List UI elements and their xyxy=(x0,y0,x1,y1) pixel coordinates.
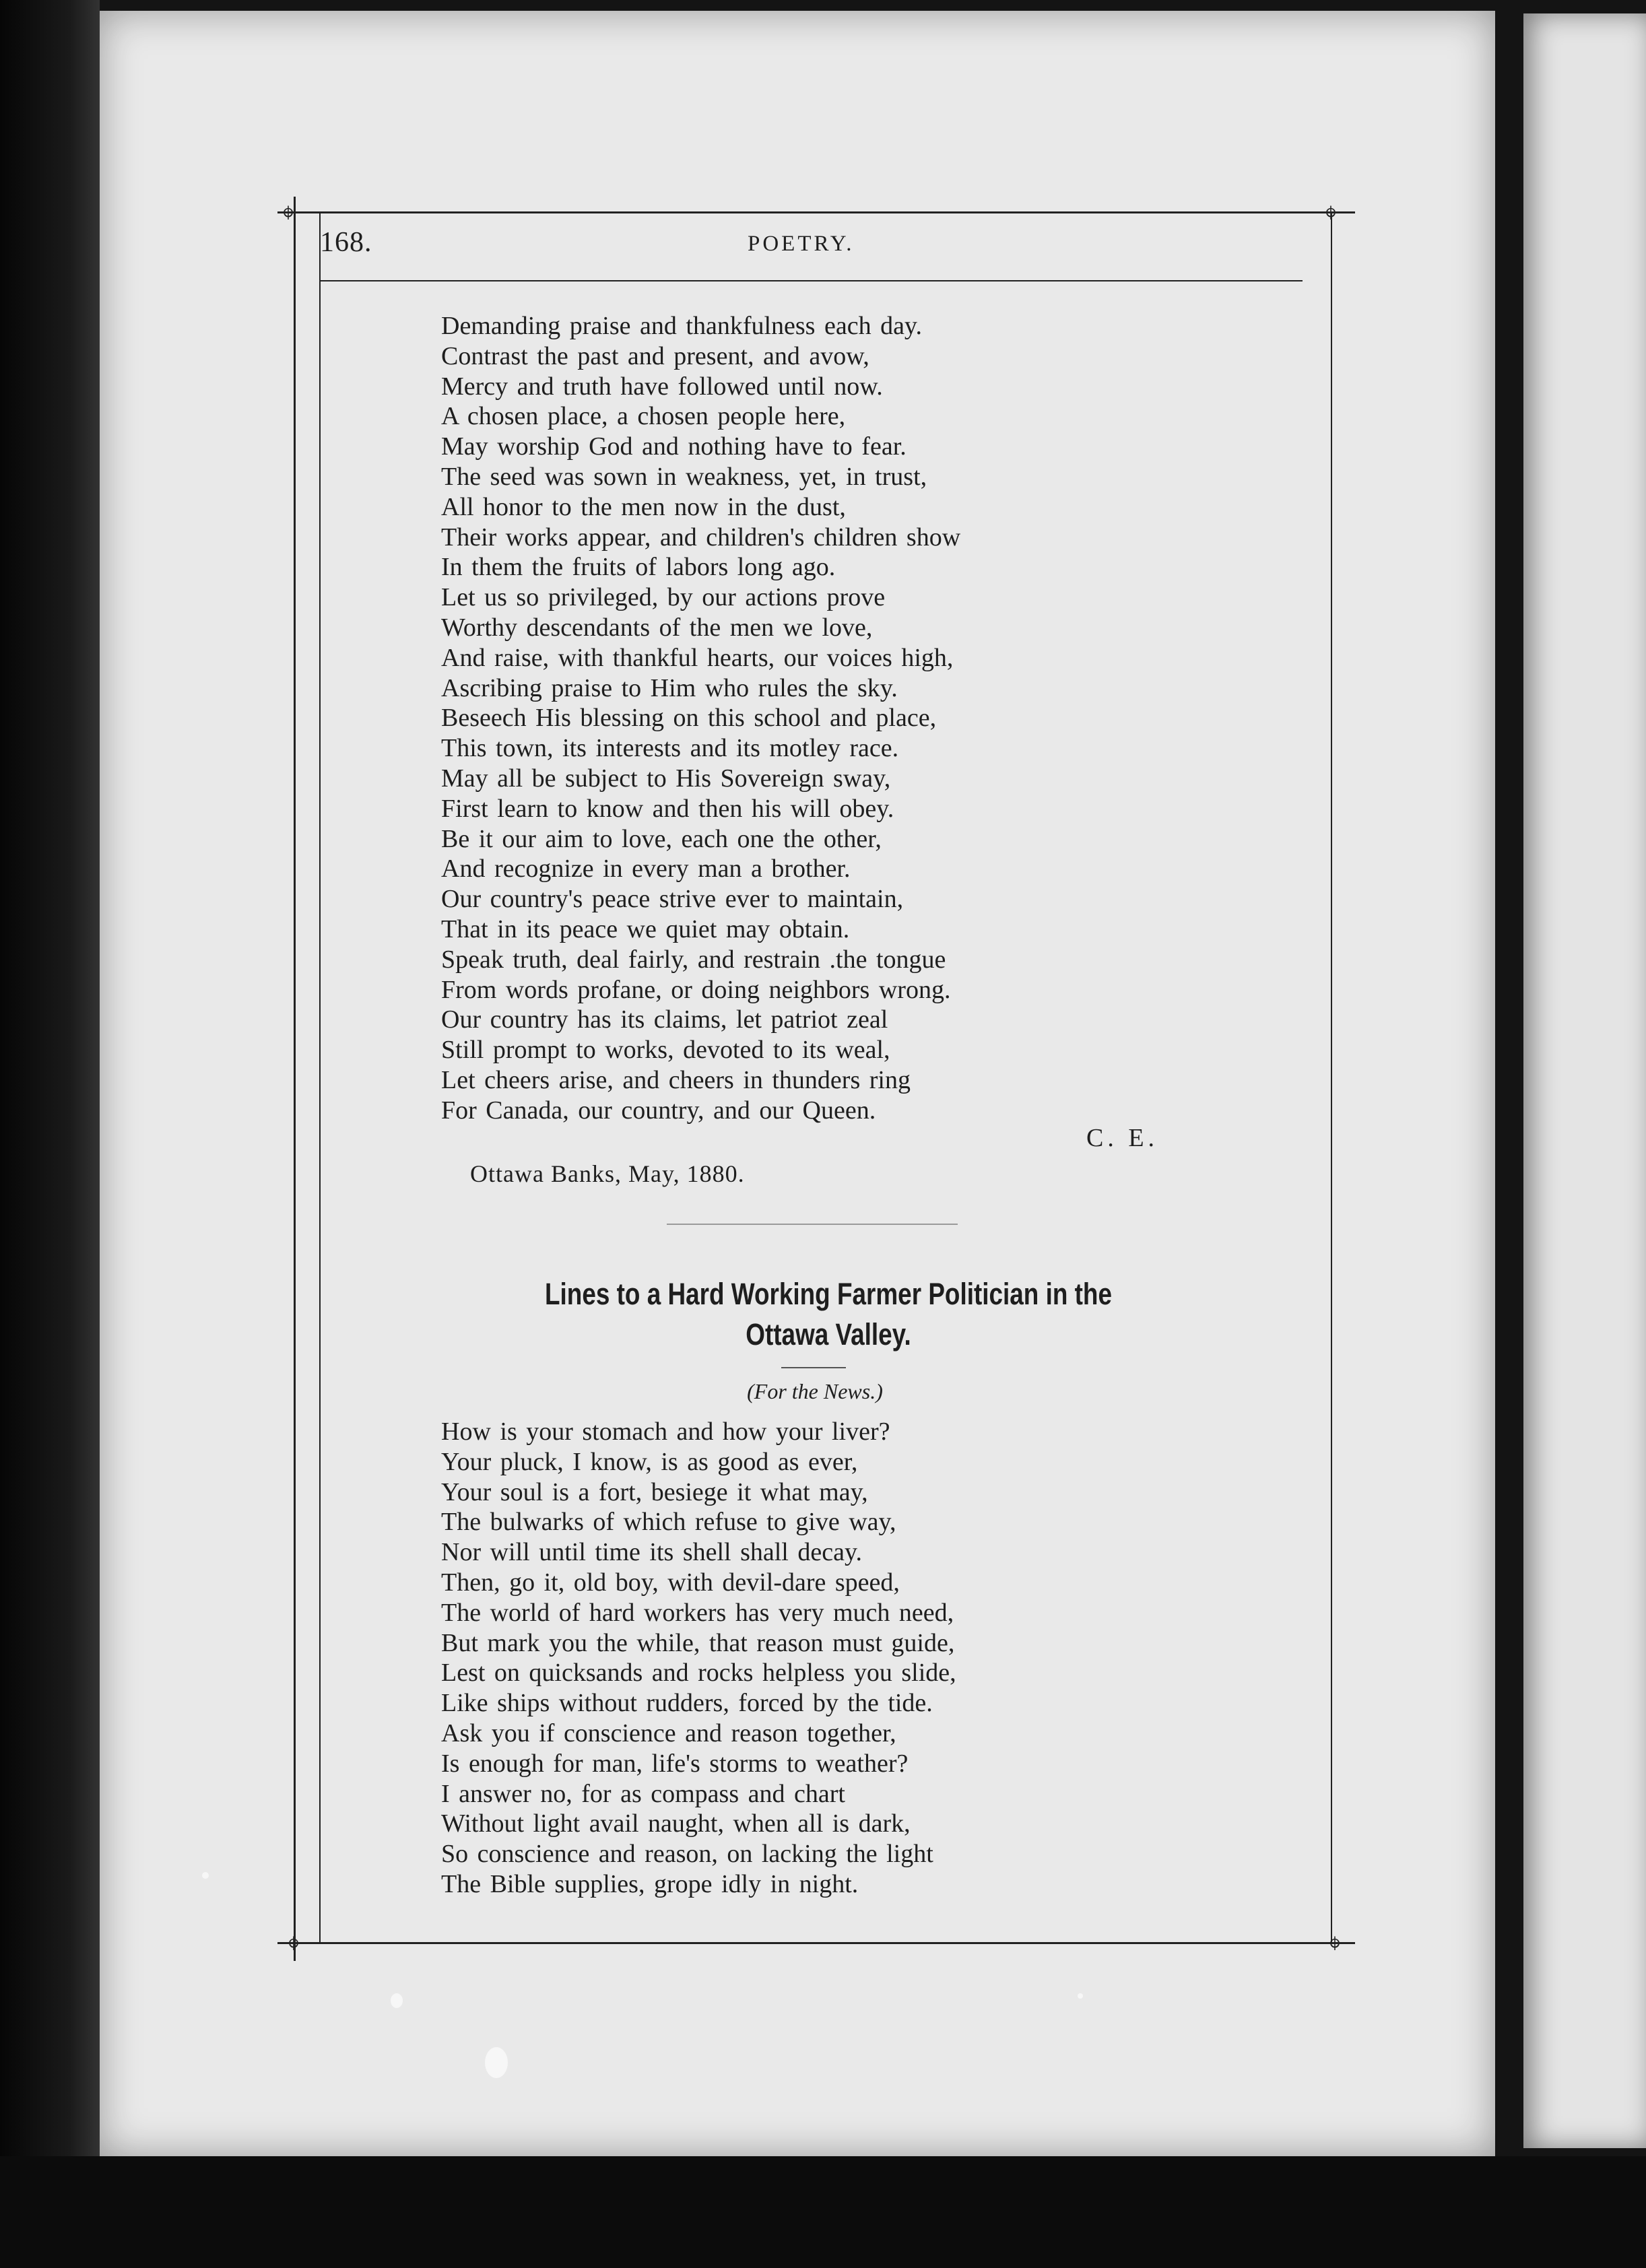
verse-line: How is your stomach and how your liver? xyxy=(441,1418,890,1446)
verse-line: For Canada, our country, and our Queen. xyxy=(441,1096,876,1125)
verse-line: Contrast the past and present, and avow, xyxy=(441,341,869,370)
verse-line: Still prompt to works, devoted to its weal, xyxy=(441,1036,890,1065)
verse-line: The world of hard workers has very much need, xyxy=(441,1598,954,1627)
verse-line: The bulwarks of which refuse to give way, xyxy=(441,1508,896,1537)
verse-line: Our country has its claims, let patriot zeal xyxy=(441,1005,888,1034)
scan-speck xyxy=(391,1993,403,2008)
scan-speck xyxy=(1078,1993,1083,1999)
scan-speck xyxy=(202,1872,209,1879)
verse-line: Lest on quicksands and rocks helpless you slide, xyxy=(441,1659,956,1688)
verse-line: Our country's peace strive ever to maintain, xyxy=(441,885,904,914)
verse-line: I answer no, for as compass and chart xyxy=(441,1779,845,1808)
verse-line: All honor to the men now in the dust, xyxy=(441,492,846,521)
verse-line: May worship God and nothing have to fear. xyxy=(441,432,907,461)
verse-line: Their works appear, and children's children show xyxy=(441,523,961,552)
verse-line: Mercy and truth have followed until now. xyxy=(441,372,883,401)
border-left-outer xyxy=(294,197,296,1961)
verse-line: Ask you if conscience and reason together, xyxy=(441,1719,896,1747)
verse-line: The Bible supplies, grope idly in night. xyxy=(441,1869,859,1898)
verse-line: And raise, with thankful hearts, our voices high, xyxy=(441,643,954,672)
page-number: 168. xyxy=(320,227,372,258)
author-signature: C. E. xyxy=(1086,1124,1159,1152)
verse-line: This town, its interests and its motley race. xyxy=(441,734,899,763)
verse-line: In them the fruits of labors long ago. xyxy=(441,553,836,582)
verse-line: Without light avail naught, when all is dark, xyxy=(441,1809,911,1838)
verse-line: Is enough for man, life's storms to weather? xyxy=(441,1749,909,1778)
title-rule xyxy=(781,1367,846,1368)
verse-line: The seed was sown in weakness, yet, in trust, xyxy=(441,462,927,491)
verse-line: Your soul is a fort, besiege it what may, xyxy=(441,1477,868,1506)
poem-one-body xyxy=(441,311,1189,1126)
verse-line: May all be subject to His Sovereign sway, xyxy=(441,764,891,793)
byline: (For the News.) xyxy=(747,1379,883,1403)
corner-ornament-icon: ⌖ xyxy=(286,1928,302,1958)
corner-ornament-icon: ⌖ xyxy=(1323,197,1339,228)
poem-title: Lines to a Hard Working Farmer Politician in the xyxy=(544,1277,1113,1311)
border-top-outer xyxy=(277,211,1355,213)
verse-line: Then, go it, old boy, with devil-dare speed, xyxy=(441,1568,900,1597)
poem-title-continued: Ottawa Valley. xyxy=(746,1317,911,1352)
border-bottom-outer xyxy=(277,1942,1355,1944)
verse-line: First learn to know and then his will obey. xyxy=(441,794,894,823)
verse-line: Speak truth, deal fairly, and restrain .the tongue xyxy=(441,945,946,974)
border-right-inner xyxy=(1331,213,1332,1943)
verse-line: Beseech His blessing on this school and place, xyxy=(441,704,937,733)
verse-line: Ascribing praise to Him who rules the sky. xyxy=(441,673,898,702)
verse-line: Demanding praise and thankfulness each day. xyxy=(441,312,922,340)
scan-speck xyxy=(485,2047,508,2078)
verse-line: And recognize in every man a brother. xyxy=(441,855,851,883)
poem-two-body xyxy=(441,1417,1189,1900)
verse-line: From words profane, or doing neighbors wrong. xyxy=(441,975,951,1004)
verse-line: Like ships without rudders, forced by the tide. xyxy=(441,1689,933,1718)
border-left-inner xyxy=(319,213,321,1943)
corner-ornament-icon: ⌖ xyxy=(1327,1928,1343,1958)
verse-line: So conscience and reason, on lacking the light xyxy=(441,1840,933,1869)
border-header-rule xyxy=(319,280,1303,281)
running-head: POETRY. xyxy=(748,232,855,256)
section-separator xyxy=(667,1224,958,1225)
verse-line: Let us so privileged, by our actions prove xyxy=(441,583,886,612)
verse-line: Let cheers arise, and cheers in thunders ring xyxy=(441,1065,911,1094)
verse-line: That in its peace we quiet may obtain. xyxy=(441,914,850,943)
dateline: Ottawa Banks, May, 1880. xyxy=(470,1160,745,1187)
verse-line: A chosen place, a chosen people here, xyxy=(441,402,846,431)
verse-line: Nor will until time its shell shall decay. xyxy=(441,1538,862,1567)
verse-line: Be it our aim to love, each one the other, xyxy=(441,824,882,853)
verse-line: Your pluck, I know, is as good as ever, xyxy=(441,1447,858,1476)
corner-ornament-icon: ⌖ xyxy=(280,197,296,228)
verse-line: But mark you the while, that reason must guide, xyxy=(441,1628,955,1657)
verse-line: Worthy descendants of the men we love, xyxy=(441,613,873,642)
